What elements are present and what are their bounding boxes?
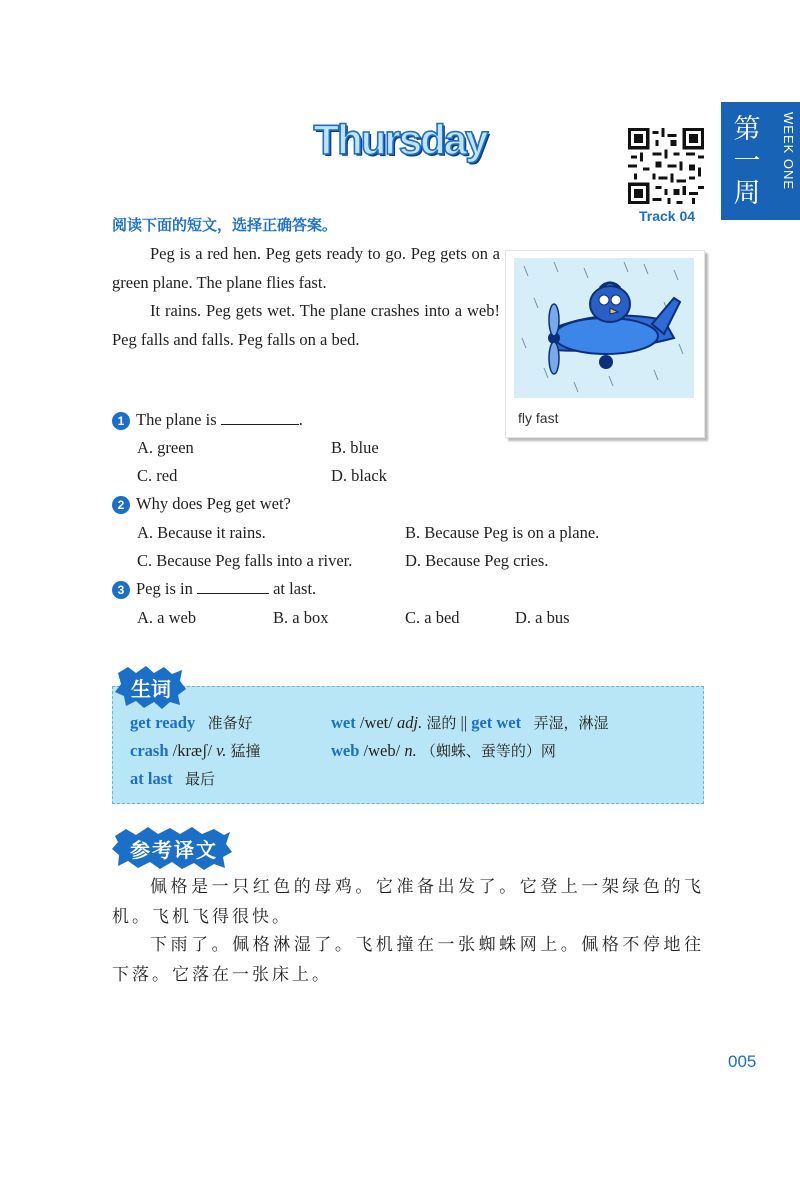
vocab-meaning: 弄湿，淋湿	[533, 714, 609, 732]
vocab-phonetic: /kræʃ/	[172, 741, 213, 760]
instruction: 阅读下面的短文，选择正确答案。	[112, 216, 338, 234]
vocab-pos: v.	[216, 741, 227, 760]
vocab-meaning: 准备好	[207, 714, 253, 732]
translation-badge-label: 参考译文	[130, 838, 218, 862]
illustration-caption: fly fast	[518, 410, 559, 426]
translation-paragraph-1: 佩格是一只红色的母鸡。它准备出发了。它登上一架绿色的飞机。飞机飞得很快。	[112, 877, 704, 927]
option[interactable]: B. a box	[273, 608, 329, 627]
side-tab-char: 一	[733, 146, 761, 177]
week-side-tab-en: WEEK ONE	[781, 112, 796, 191]
option[interactable]: A. Because it rains.	[137, 523, 266, 542]
track-label: Track 04	[638, 208, 696, 224]
passage-paragraph-2: It rains. Peg gets wet. The plane crashes into a web! Peg falls and falls. Peg falls on a bed.	[112, 301, 500, 349]
question-3-stem	[136, 579, 316, 599]
question-3-stem-end: at last.	[268, 579, 317, 598]
option[interactable]: C. a bed	[405, 608, 460, 627]
vocab-word: crash	[130, 741, 169, 760]
vocabulary-badge-label: 生词	[131, 677, 171, 701]
option[interactable]: D. Because Peg cries.	[405, 551, 549, 570]
qr-code-icon[interactable]	[628, 128, 704, 204]
vocab-word: get ready	[130, 713, 196, 732]
option[interactable]: B. Because Peg is on a plane.	[405, 523, 600, 542]
vocab-pos: adj.	[396, 713, 423, 732]
question-number-3: 3	[112, 581, 130, 599]
vocab-phonetic: /wet/	[359, 713, 393, 732]
option[interactable]: D. a bus	[515, 608, 570, 627]
question-number-2: 2	[112, 496, 130, 514]
option[interactable]: D. black	[331, 466, 387, 485]
vocab-meaning: （蜘蛛、蚕等的）网	[420, 742, 556, 760]
option[interactable]: C. red	[137, 466, 178, 485]
question-1-stem	[136, 410, 303, 430]
translation-paragraph-2: 下雨了。佩格淋湿了。飞机撞在一张蜘蛛网上。佩格不停地往下落。它落在一张床上。	[112, 935, 704, 985]
vocab-item	[331, 713, 609, 733]
vocab-phonetic: /web/	[363, 741, 401, 760]
vocab-item	[130, 741, 261, 761]
answer-blank	[221, 410, 299, 425]
plane-illustration	[514, 258, 694, 398]
vocab-item	[130, 769, 215, 789]
vocab-separator: ||	[460, 713, 468, 732]
side-tab-char: 周	[733, 178, 761, 209]
vocab-meaning: 湿的	[426, 714, 457, 732]
vocab-word: wet	[331, 713, 356, 732]
answer-blank	[197, 579, 269, 594]
question-3-stem-text: Peg is in	[136, 579, 197, 598]
question-number-1: 1	[112, 412, 130, 430]
page-title: Thursday	[313, 116, 487, 163]
vocab-item	[130, 713, 253, 733]
option[interactable]: B. blue	[331, 438, 379, 457]
vocab-word: at last	[130, 769, 173, 788]
vocab-word: web	[331, 741, 360, 760]
vocab-meaning: 最后	[185, 770, 216, 788]
vocab-item	[331, 741, 556, 761]
question-1-stem-text: The plane is	[136, 410, 221, 429]
option[interactable]: C. Because Peg falls into a river.	[137, 551, 353, 570]
vocab-word: get wet	[471, 713, 522, 732]
passage-paragraph-1: Peg is a red hen. Peg gets ready to go. Peg gets on a green plane. The plane flies fast.	[112, 244, 500, 292]
question-1-stem-end: .	[298, 410, 303, 429]
side-tab-char: 第	[733, 114, 761, 145]
vocab-meaning: 猛撞	[230, 742, 261, 760]
vocab-pos: n.	[404, 741, 417, 760]
option[interactable]: A. a web	[137, 608, 197, 627]
page-number: 005	[728, 1052, 757, 1071]
question-2-stem: Why does Peg get wet?	[136, 494, 291, 513]
option[interactable]: A. green	[137, 438, 194, 457]
